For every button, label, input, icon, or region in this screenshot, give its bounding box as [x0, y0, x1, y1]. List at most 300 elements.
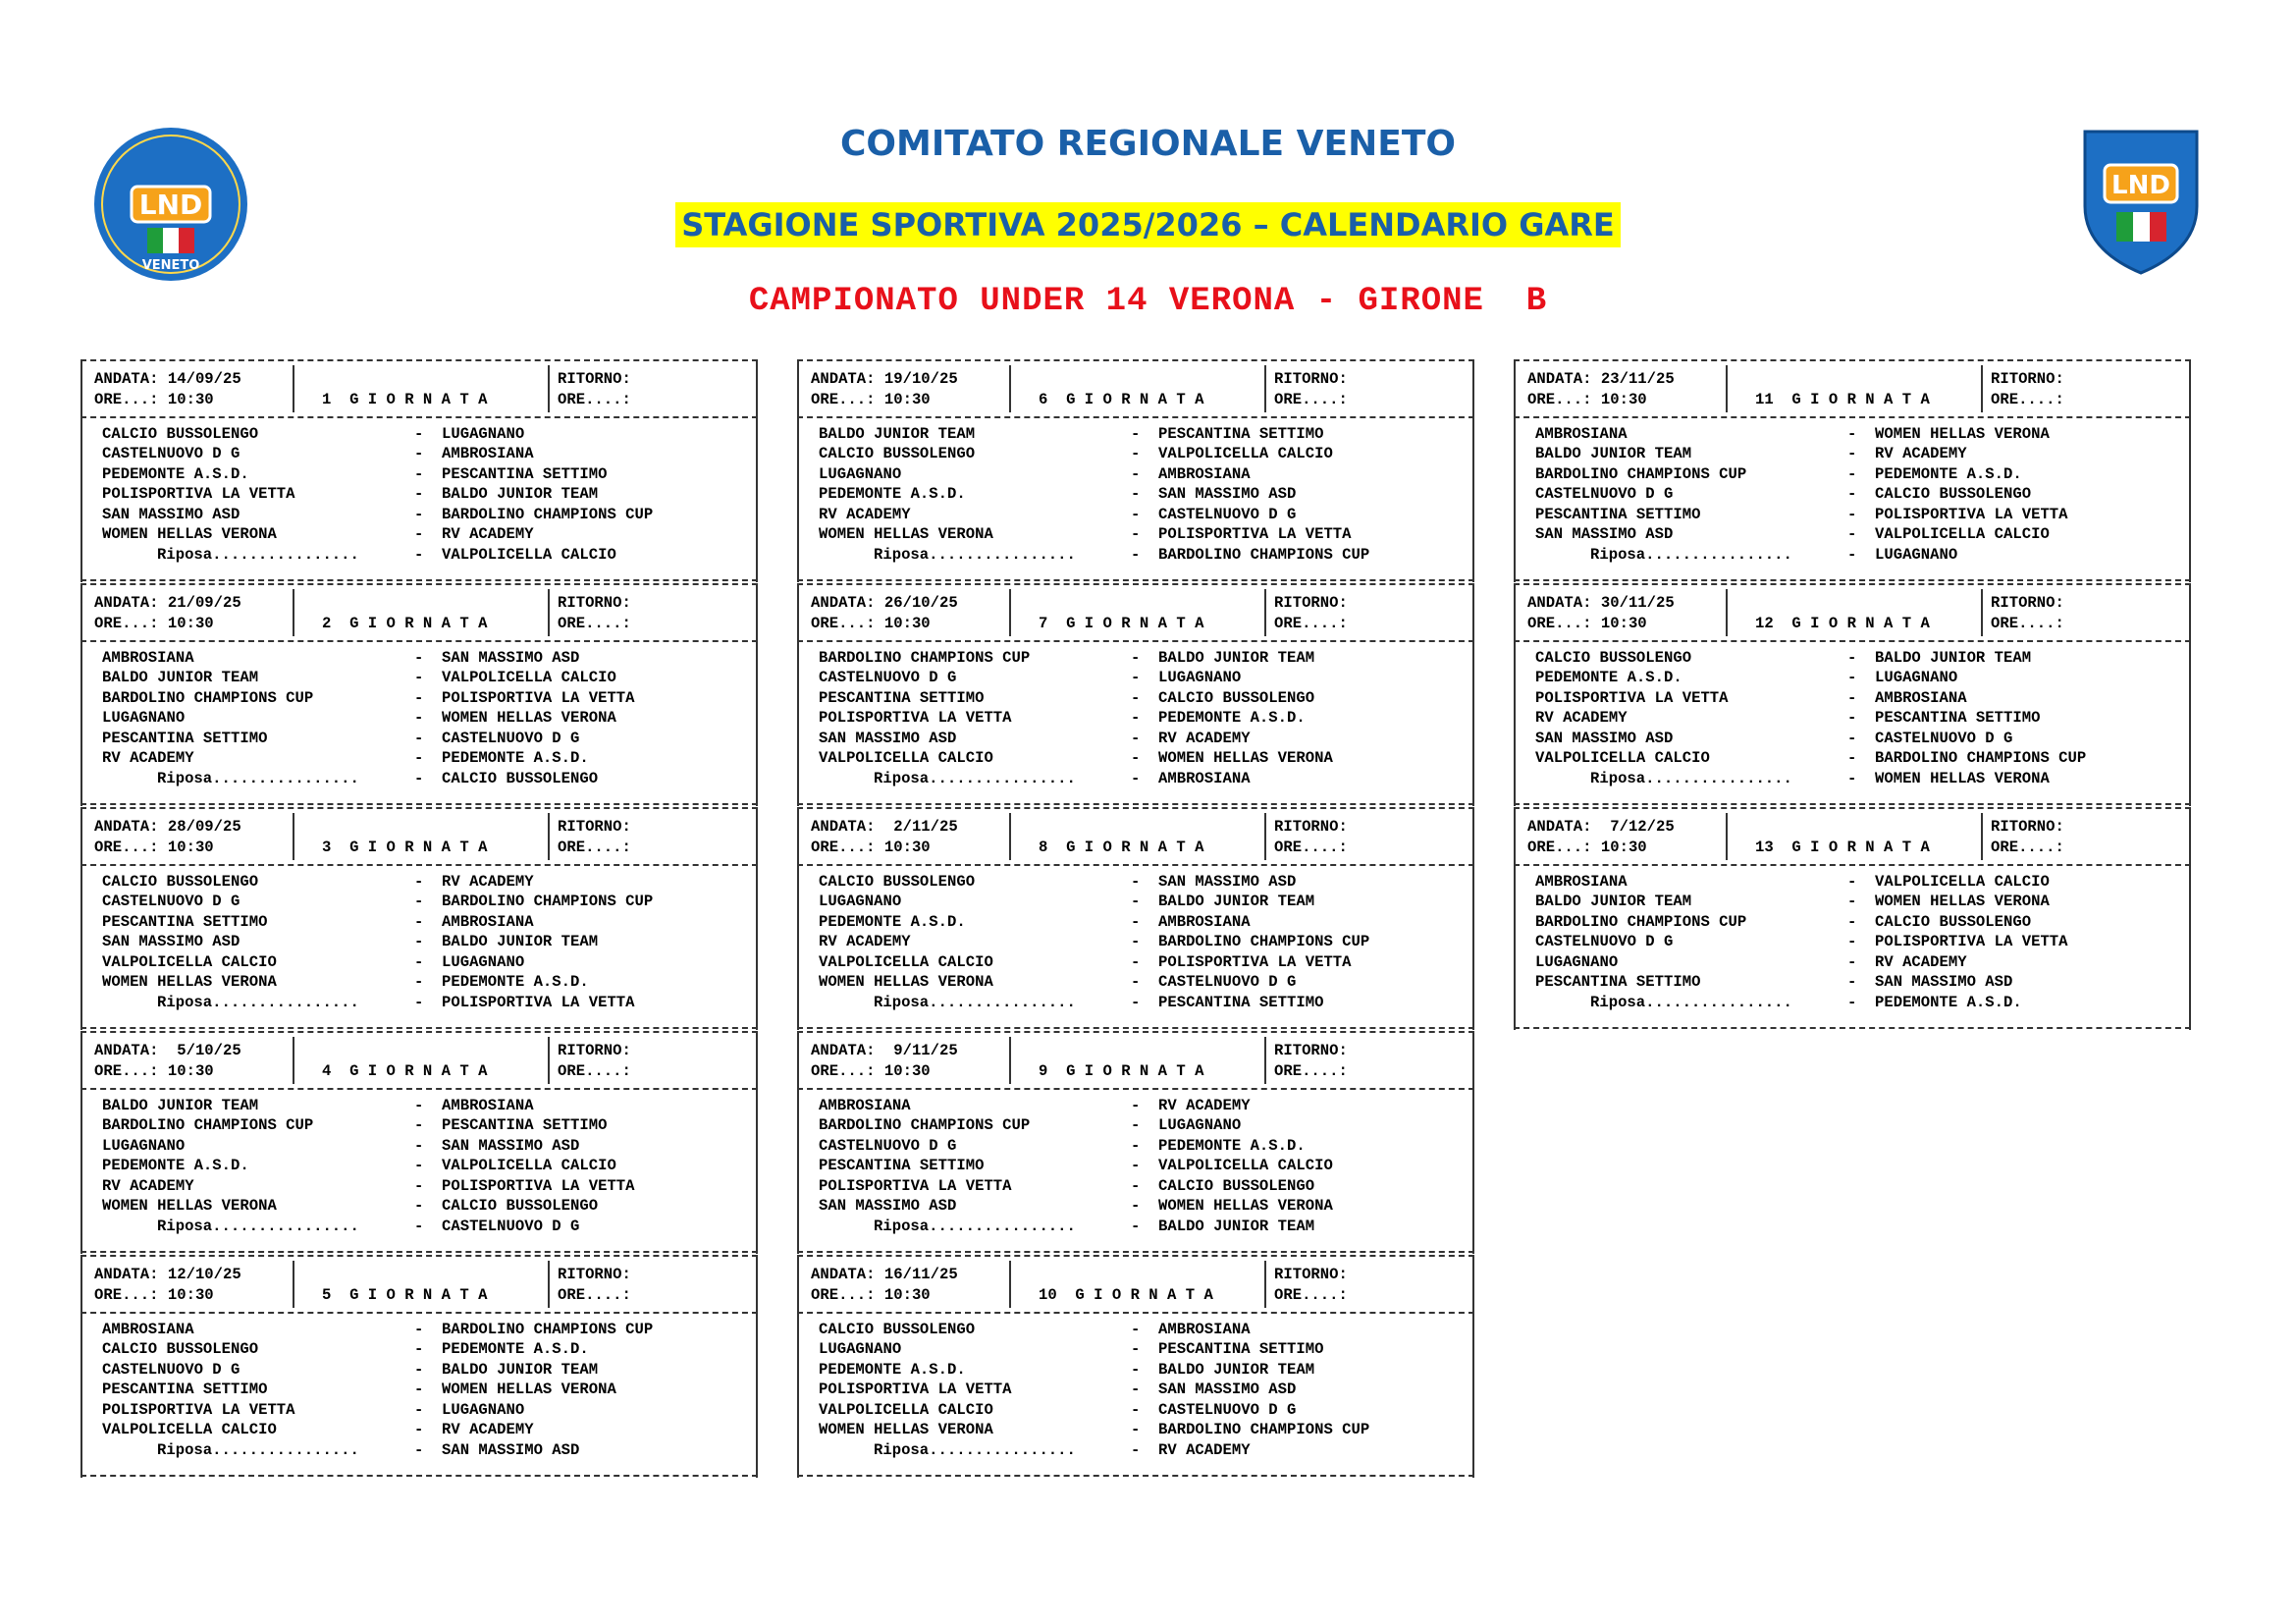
ore-value: 10:30 — [883, 1286, 931, 1304]
border — [1472, 583, 1474, 806]
divider — [80, 1027, 758, 1029]
divider — [80, 640, 758, 642]
ore-value: 10:30 — [883, 839, 931, 856]
round-block — [797, 583, 1474, 806]
giornata-label: 3 G I O R N A T A — [322, 839, 488, 856]
match-home-team: WOMEN HELLAS VERONA — [819, 973, 993, 991]
match-separator: - — [414, 893, 424, 910]
header-separator — [293, 1037, 294, 1084]
header-separator — [1009, 1261, 1011, 1308]
match-separator: - — [414, 485, 424, 503]
andata-label: ANDATA: — [811, 1042, 876, 1059]
match-away-team: PESCANTINA SETTIMO — [1158, 425, 1324, 443]
match-away-team: LUGAGNANO — [1875, 669, 1958, 686]
ritorno-label: RITORNO: — [1274, 1042, 1348, 1059]
divider — [80, 1088, 758, 1090]
border — [2189, 807, 2191, 1030]
match-away-team: BARDOLINO CHAMPIONS CUP — [442, 1321, 654, 1338]
match-separator: - — [1131, 749, 1141, 767]
andata-time — [94, 1061, 214, 1081]
riposa-team: PESCANTINA SETTIMO — [1158, 994, 1324, 1011]
match-away-team: SAN MASSIMO ASD — [442, 649, 580, 667]
header-separator — [1009, 1037, 1011, 1084]
match-separator: - — [414, 933, 424, 950]
round-block — [797, 1255, 1474, 1478]
match-separator: - — [1131, 485, 1141, 503]
match-away-team: WOMEN HELLAS VERONA — [1875, 893, 2050, 910]
match-home-team: WOMEN HELLAS VERONA — [102, 1197, 277, 1215]
match-home-team: SAN MASSIMO ASD — [1535, 730, 1674, 747]
ore-label: ORE...: — [94, 615, 159, 632]
ore-value: 10:30 — [883, 391, 931, 408]
divider — [797, 1088, 1474, 1090]
divider — [1514, 803, 2191, 805]
divider — [797, 864, 1474, 866]
match-separator: - — [1131, 770, 1141, 787]
match-away-team: RV ACADEMY — [1875, 445, 1967, 462]
match-home-team: PESCANTINA SETTIMO — [819, 689, 985, 707]
match-separator: - — [1131, 913, 1141, 931]
match-separator: - — [1847, 873, 1857, 891]
match-away-team: CALCIO BUSSOLENGO — [1875, 913, 2032, 931]
match-home-team: BALDO JUNIOR TEAM — [1535, 445, 1692, 462]
match-separator: - — [1847, 770, 1857, 787]
match-away-team: BARDOLINO CHAMPIONS CUP — [442, 506, 654, 523]
match-separator: - — [1131, 994, 1141, 1011]
divider — [1514, 640, 2191, 642]
ritorno-time: ORE....: — [558, 615, 631, 632]
ritorno-time: ORE....: — [1274, 615, 1348, 632]
match-separator: - — [414, 1116, 424, 1134]
riposa-team: SAN MASSIMO ASD — [442, 1441, 580, 1459]
match-home-team: CASTELNUOVO D G — [1535, 485, 1674, 503]
match-home-team: PEDEMONTE A.S.D. — [819, 1361, 966, 1379]
border — [80, 807, 82, 1030]
match-separator: - — [1131, 546, 1141, 564]
match-separator: - — [414, 1177, 424, 1195]
logo-right-text: LND — [2111, 171, 2170, 200]
match-separator: - — [1131, 465, 1141, 483]
divider — [80, 359, 758, 361]
match-separator: - — [414, 913, 424, 931]
match-away-team: PESCANTINA SETTIMO — [1875, 709, 2041, 727]
match-separator: - — [1847, 525, 1857, 543]
season-title: STAGIONE SPORTIVA 2025/2026 – CALENDARIO GARE — [675, 202, 1621, 247]
match-away-team: VALPOLICELLA CALCIO — [1158, 1157, 1333, 1174]
border — [2189, 583, 2191, 806]
giornata-label: 4 G I O R N A T A — [322, 1062, 488, 1080]
andata-date — [94, 817, 241, 837]
header-separator — [1009, 589, 1011, 636]
match-separator: - — [414, 1441, 424, 1459]
match-away-team: WOMEN HELLAS VERONA — [1158, 749, 1333, 767]
andata-date — [1527, 817, 1675, 837]
match-home-team: PEDEMONTE A.S.D. — [102, 1157, 249, 1174]
match-away-team: AMBROSIANA — [1158, 1321, 1251, 1338]
round-block — [797, 1031, 1474, 1254]
giornata-label: 13 G I O R N A T A — [1755, 839, 1930, 856]
ritorno-label: RITORNO: — [558, 1266, 631, 1283]
match-away-team: BALDO JUNIOR TEAM — [1158, 649, 1315, 667]
match-away-team: PEDEMONTE A.S.D. — [442, 1340, 589, 1358]
match-separator: - — [1847, 730, 1857, 747]
match-away-team: WOMEN HELLAS VERONA — [442, 1380, 616, 1398]
match-home-team: PESCANTINA SETTIMO — [102, 913, 268, 931]
match-away-team: PEDEMONTE A.S.D. — [442, 973, 589, 991]
andata-time — [811, 614, 931, 633]
ore-label: ORE...: — [811, 391, 876, 408]
match-separator: - — [1131, 893, 1141, 910]
giornata-label: 2 G I O R N A T A — [322, 615, 488, 632]
match-separator: - — [414, 973, 424, 991]
giornata-label: 1 G I O R N A T A — [322, 391, 488, 408]
match-away-team: BALDO JUNIOR TEAM — [1158, 1361, 1315, 1379]
match-away-team: POLISPORTIVA LA VETTA — [1158, 953, 1352, 971]
riposa-team: PEDEMONTE A.S.D. — [1875, 994, 2022, 1011]
ritorno-time: ORE....: — [1274, 1062, 1348, 1080]
andata-value: 9/11/25 — [883, 1042, 958, 1059]
divider — [80, 1255, 758, 1257]
match-home-team: PESCANTINA SETTIMO — [819, 1157, 985, 1174]
match-home-team: PEDEMONTE A.S.D. — [1535, 669, 1682, 686]
match-away-team: BALDO JUNIOR TEAM — [1158, 893, 1315, 910]
match-separator: - — [1131, 1137, 1141, 1155]
match-away-team: CALCIO BUSSOLENGO — [1158, 1177, 1315, 1195]
riposa-team: BARDOLINO CHAMPIONS CUP — [1158, 546, 1370, 564]
divider — [797, 416, 1474, 418]
ore-value: 10:30 — [167, 615, 214, 632]
match-away-team: BALDO JUNIOR TEAM — [442, 485, 599, 503]
match-away-team: BARDOLINO CHAMPIONS CUP — [1875, 749, 2087, 767]
match-home-team: POLISPORTIVA LA VETTA — [819, 709, 1012, 727]
match-home-team: BARDOLINO CHAMPIONS CUP — [819, 1116, 1031, 1134]
match-away-team: SAN MASSIMO ASD — [1875, 973, 2013, 991]
match-away-team: WOMEN HELLAS VERONA — [1875, 425, 2050, 443]
match-home-team: CALCIO BUSSOLENGO — [819, 873, 976, 891]
andata-label: ANDATA: — [94, 818, 159, 836]
divider — [1514, 1027, 2191, 1029]
border — [797, 1255, 799, 1478]
round-block — [80, 583, 758, 806]
match-home-team: BARDOLINO CHAMPIONS CUP — [102, 689, 314, 707]
border — [1514, 359, 1516, 582]
header-separator — [548, 813, 550, 860]
divider — [797, 1031, 1474, 1033]
match-separator: - — [414, 445, 424, 462]
match-separator: - — [414, 873, 424, 891]
ore-value: 10:30 — [167, 1286, 214, 1304]
match-away-team: LUGAGNANO — [1158, 1116, 1242, 1134]
match-away-team: RV ACADEMY — [442, 525, 534, 543]
divider — [1514, 579, 2191, 581]
match-away-team: BARDOLINO CHAMPIONS CUP — [1158, 933, 1370, 950]
ritorno-label: RITORNO: — [1274, 1266, 1348, 1283]
match-separator: - — [1131, 709, 1141, 727]
ritorno-label: RITORNO: — [1274, 818, 1348, 836]
match-away-team: CALCIO BUSSOLENGO — [1158, 689, 1315, 707]
andata-time — [811, 390, 931, 409]
match-home-team: VALPOLICELLA CALCIO — [102, 953, 277, 971]
riposa-label: Riposa................ — [874, 546, 1076, 564]
divider — [797, 1312, 1474, 1314]
match-home-team: RV ACADEMY — [819, 506, 911, 523]
riposa-label: Riposa................ — [157, 1218, 359, 1235]
match-home-team: RV ACADEMY — [819, 933, 911, 950]
giornata-label: 11 G I O R N A T A — [1755, 391, 1930, 408]
match-home-team: WOMEN HELLAS VERONA — [102, 973, 277, 991]
header-separator — [1264, 1261, 1266, 1308]
match-away-team: LUGAGNANO — [442, 953, 525, 971]
andata-date — [811, 1041, 958, 1060]
giornata-label: 5 G I O R N A T A — [322, 1286, 488, 1304]
ritorno-label: RITORNO: — [558, 818, 631, 836]
match-home-team: WOMEN HELLAS VERONA — [102, 525, 277, 543]
match-home-team: LUGAGNANO — [819, 1340, 902, 1358]
match-home-team: AMBROSIANA — [1535, 425, 1628, 443]
andata-value: 5/10/25 — [167, 1042, 241, 1059]
divider — [80, 1251, 758, 1253]
header-separator — [1264, 813, 1266, 860]
match-separator: - — [1131, 953, 1141, 971]
match-separator: - — [1131, 445, 1141, 462]
divider — [1514, 807, 2191, 809]
logo-left-sub: VENETO — [141, 258, 200, 273]
match-home-team: CALCIO BUSSOLENGO — [819, 1321, 976, 1338]
match-separator: - — [1847, 994, 1857, 1011]
divider — [80, 416, 758, 418]
riposa-team: LUGAGNANO — [1875, 546, 1958, 564]
match-away-team: POLISPORTIVA LA VETTA — [1875, 506, 2068, 523]
match-away-team: POLISPORTIVA LA VETTA — [1875, 933, 2068, 950]
match-home-team: RV ACADEMY — [102, 749, 194, 767]
border — [80, 1255, 82, 1478]
match-separator: - — [1131, 506, 1141, 523]
header-separator — [1009, 365, 1011, 412]
border — [80, 359, 82, 582]
divider — [797, 640, 1474, 642]
ritorno-time: ORE....: — [558, 1062, 631, 1080]
giornata-label: 7 G I O R N A T A — [1039, 615, 1204, 632]
match-away-team: BARDOLINO CHAMPIONS CUP — [442, 893, 654, 910]
border — [756, 807, 758, 1030]
match-separator: - — [414, 1097, 424, 1114]
match-home-team: VALPOLICELLA CALCIO — [819, 953, 993, 971]
match-home-team: SAN MASSIMO ASD — [102, 506, 240, 523]
match-home-team: PESCANTINA SETTIMO — [1535, 973, 1701, 991]
andata-date — [1527, 593, 1675, 613]
match-home-team: POLISPORTIVA LA VETTA — [1535, 689, 1729, 707]
match-home-team: PESCANTINA SETTIMO — [102, 1380, 268, 1398]
match-home-team: SAN MASSIMO ASD — [819, 730, 957, 747]
match-separator: - — [414, 749, 424, 767]
match-home-team: LUGAGNANO — [819, 465, 902, 483]
andata-value: 28/09/25 — [167, 818, 241, 836]
ritorno-time: ORE....: — [1991, 615, 2064, 632]
round-block — [1514, 583, 2191, 806]
ore-label: ORE...: — [94, 391, 159, 408]
divider — [80, 1475, 758, 1477]
match-home-team: POLISPORTIVA LA VETTA — [819, 1177, 1012, 1195]
andata-label: ANDATA: — [811, 370, 876, 388]
border — [80, 583, 82, 806]
andata-value: 12/10/25 — [167, 1266, 241, 1283]
andata-label: ANDATA: — [94, 1266, 159, 1283]
border — [1514, 807, 1516, 1030]
match-separator: - — [1847, 649, 1857, 667]
match-home-team: VALPOLICELLA CALCIO — [1535, 749, 1710, 767]
andata-time — [811, 1061, 931, 1081]
divider — [797, 1251, 1474, 1253]
round-block — [80, 1255, 758, 1478]
match-home-team: LUGAGNANO — [1535, 953, 1619, 971]
match-home-team: BARDOLINO CHAMPIONS CUP — [1535, 465, 1747, 483]
round-block — [797, 807, 1474, 1030]
match-separator: - — [1847, 506, 1857, 523]
riposa-team: CALCIO BUSSOLENGO — [442, 770, 599, 787]
round-block — [80, 807, 758, 1030]
match-separator: - — [1131, 730, 1141, 747]
ritorno-time: ORE....: — [558, 391, 631, 408]
border — [797, 1031, 799, 1254]
match-away-team: VALPOLICELLA CALCIO — [442, 669, 616, 686]
match-away-team: BALDO JUNIOR TEAM — [442, 1361, 599, 1379]
divider — [1514, 583, 2191, 585]
match-separator: - — [1131, 1401, 1141, 1419]
riposa-label: Riposa................ — [157, 994, 359, 1011]
match-away-team: AMBROSIANA — [1158, 465, 1251, 483]
riposa-label: Riposa................ — [157, 546, 359, 564]
riposa-label: Riposa................ — [874, 1441, 1076, 1459]
header-separator — [1726, 365, 1728, 412]
ore-label: ORE...: — [811, 1062, 876, 1080]
andata-value: 21/09/25 — [167, 594, 241, 612]
header-separator — [293, 813, 294, 860]
riposa-label: Riposa................ — [1590, 994, 1792, 1011]
match-away-team: PEDEMONTE A.S.D. — [1158, 1137, 1306, 1155]
andata-value: 23/11/25 — [1600, 370, 1675, 388]
divider — [80, 1312, 758, 1314]
match-separator: - — [1131, 1177, 1141, 1195]
match-away-team: SAN MASSIMO ASD — [442, 1137, 580, 1155]
riposa-team: RV ACADEMY — [1158, 1441, 1251, 1459]
andata-date — [811, 1265, 958, 1284]
match-separator: - — [1847, 709, 1857, 727]
match-home-team: BALDO JUNIOR TEAM — [1535, 893, 1692, 910]
match-home-team: BARDOLINO CHAMPIONS CUP — [819, 649, 1031, 667]
match-separator: - — [1131, 1097, 1141, 1114]
match-separator: - — [414, 1137, 424, 1155]
match-separator: - — [414, 425, 424, 443]
andata-time — [811, 838, 931, 857]
match-away-team: PESCANTINA SETTIMO — [442, 1116, 608, 1134]
header-separator — [1009, 813, 1011, 860]
divider — [80, 1031, 758, 1033]
ritorno-time: ORE....: — [1274, 391, 1348, 408]
header-separator — [548, 1037, 550, 1084]
divider — [797, 583, 1474, 585]
andata-label: ANDATA: — [1527, 818, 1592, 836]
match-away-team: RV ACADEMY — [1158, 1097, 1251, 1114]
andata-value: 7/12/25 — [1600, 818, 1675, 836]
riposa-team: VALPOLICELLA CALCIO — [442, 546, 616, 564]
border — [756, 583, 758, 806]
match-away-team: RV ACADEMY — [442, 873, 534, 891]
match-away-team: CASTELNUOVO D G — [442, 730, 580, 747]
committee-title: COMITATO REGIONALE VENETO — [839, 124, 1456, 164]
match-away-team: PEDEMONTE A.S.D. — [442, 749, 589, 767]
andata-date — [94, 593, 241, 613]
match-separator: - — [1847, 973, 1857, 991]
match-separator: - — [1131, 425, 1141, 443]
match-separator: - — [1847, 953, 1857, 971]
border — [1472, 359, 1474, 582]
divider — [80, 803, 758, 805]
match-home-team: PEDEMONTE A.S.D. — [819, 913, 966, 931]
match-home-team: BARDOLINO CHAMPIONS CUP — [1535, 913, 1747, 931]
match-away-team: WOMEN HELLAS VERONA — [1158, 1197, 1333, 1215]
round-block — [80, 359, 758, 582]
match-separator: - — [414, 1361, 424, 1379]
giornata-label: 12 G I O R N A T A — [1755, 615, 1930, 632]
match-away-team: RV ACADEMY — [442, 1421, 534, 1438]
round-block — [1514, 807, 2191, 1030]
border — [797, 359, 799, 582]
andata-label: ANDATA: — [811, 818, 876, 836]
ore-value: 10:30 — [1600, 391, 1647, 408]
andata-date — [94, 369, 241, 389]
divider — [80, 807, 758, 809]
header-separator — [1264, 589, 1266, 636]
match-home-team: WOMEN HELLAS VERONA — [819, 525, 993, 543]
match-separator: - — [414, 1421, 424, 1438]
header-separator — [548, 589, 550, 636]
riposa-team: AMBROSIANA — [1158, 770, 1251, 787]
match-away-team: CALCIO BUSSOLENGO — [442, 1197, 599, 1215]
match-separator: - — [1847, 913, 1857, 931]
match-away-team: CASTELNUOVO D G — [1158, 973, 1297, 991]
header-separator — [1726, 589, 1728, 636]
andata-date — [94, 1041, 241, 1060]
match-separator: - — [1847, 669, 1857, 686]
match-away-team: VALPOLICELLA CALCIO — [442, 1157, 616, 1174]
match-home-team: PEDEMONTE A.S.D. — [819, 485, 966, 503]
border — [1514, 583, 1516, 806]
match-away-team: VALPOLICELLA CALCIO — [1875, 525, 2050, 543]
match-separator: - — [1131, 873, 1141, 891]
match-away-team: AMBROSIANA — [442, 445, 534, 462]
riposa-label: Riposa................ — [874, 1218, 1076, 1235]
match-away-team: RV ACADEMY — [1875, 953, 1967, 971]
match-separator: - — [1131, 1340, 1141, 1358]
match-separator: - — [1131, 1218, 1141, 1235]
match-home-team: CASTELNUOVO D G — [102, 1361, 240, 1379]
match-home-team: RV ACADEMY — [102, 1177, 194, 1195]
header-separator — [293, 365, 294, 412]
header-separator — [548, 1261, 550, 1308]
andata-time — [811, 1285, 931, 1305]
ore-value: 10:30 — [167, 1062, 214, 1080]
match-separator: - — [414, 1380, 424, 1398]
andata-time — [94, 1285, 214, 1305]
andata-label: ANDATA: — [1527, 594, 1592, 612]
match-away-team: LUGAGNANO — [442, 425, 525, 443]
riposa-label: Riposa................ — [157, 770, 359, 787]
match-home-team: CASTELNUOVO D G — [1535, 933, 1674, 950]
riposa-team: POLISPORTIVA LA VETTA — [442, 994, 635, 1011]
match-separator: - — [1131, 649, 1141, 667]
match-home-team: PEDEMONTE A.S.D. — [102, 465, 249, 483]
andata-time — [1527, 838, 1647, 857]
